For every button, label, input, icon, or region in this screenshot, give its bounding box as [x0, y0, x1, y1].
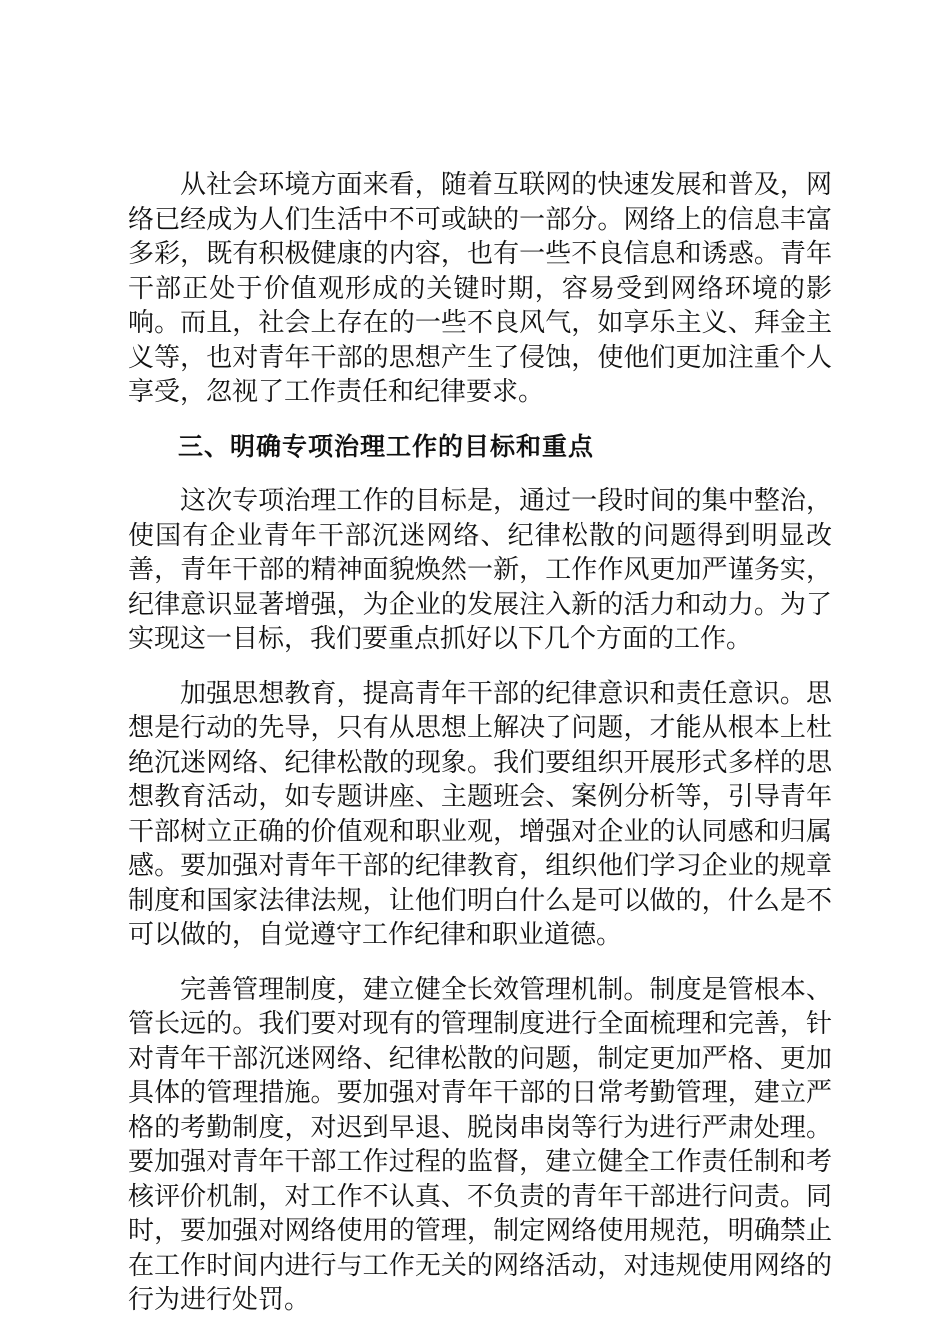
paragraph-social-environment: 从社会环境方面来看，随着互联网的快速发展和普及，网络已经成为人们生活中不可或缺的一部分。网络上的信息丰富多彩，既有积极健康的内容，也有一些不良信息和诱惑。青年干部正处于价值观形成的关键时期，容易受到网络环境的影响。而且，社会上存在的一些不良风气，如享乐主义、拜金主义等，也对青年干部的思想产生了侵蚀，使他们更加注重个人享受，忽视了工作责任和纪律要求。: [128, 170, 832, 407]
paragraph-management-system: 完善管理制度，建立健全长效管理机制。制度是管根本、管长远的。我们要对现有的管理制度进行全面梳理和完善，针对青年干部沉迷网络、纪律松散的问题，制定更加严格、更加具体的管理措施。要加强对青年干部的日常考勤管理，建立严格的考勤制度，对迟到早退、脱岗串岗等行为进行严肃处理。要加强对青年干部工作过程的监督，建立健全工作责任制和考核评价机制，对工作不认真、不负责的青年干部进行问责。同时，要加强对网络使用的管理，制定网络使用规范，明确禁止在工作时间内进行与工作无关的网络活动，对违规使用网络的行为进行处罚。: [128, 974, 832, 1315]
document-body: [128, 168, 832, 1338]
section-heading: 三、明确专项治理工作的目标和重点: [178, 431, 595, 461]
paragraph-governance-goal: 这次专项治理工作的目标是，通过一段时间的集中整治，使国有企业青年干部沉迷网络、纪律松散的问题得到明显改善，青年干部的精神面貌焕然一新，工作作风更加严谨务实，纪律意识显著增强，为企业的发展注入新的活力和动力。为了实现这一目标，我们要重点抓好以下几个方面的工作。: [128, 486, 832, 654]
paragraph-ideological-education: 加强思想教育，提高青年干部的纪律意识和责任意识。思想是行动的先导，只有从思想上解决了问题，才能从根本上杜绝沉迷网络、纪律松散的现象。我们要组织开展形式多样的思想教育活动，如专题讲座、主题班会、案例分析等，引导青年干部树立正确的价值观和职业观，增强对企业的认同感和归属感。要加强对青年干部的纪律教育，组织他们学习企业的规章制度和国家法律法规，让他们明白什么是可以做的，什么是不可以做的，自觉遵守工作纪律和职业道德。: [128, 678, 832, 950]
